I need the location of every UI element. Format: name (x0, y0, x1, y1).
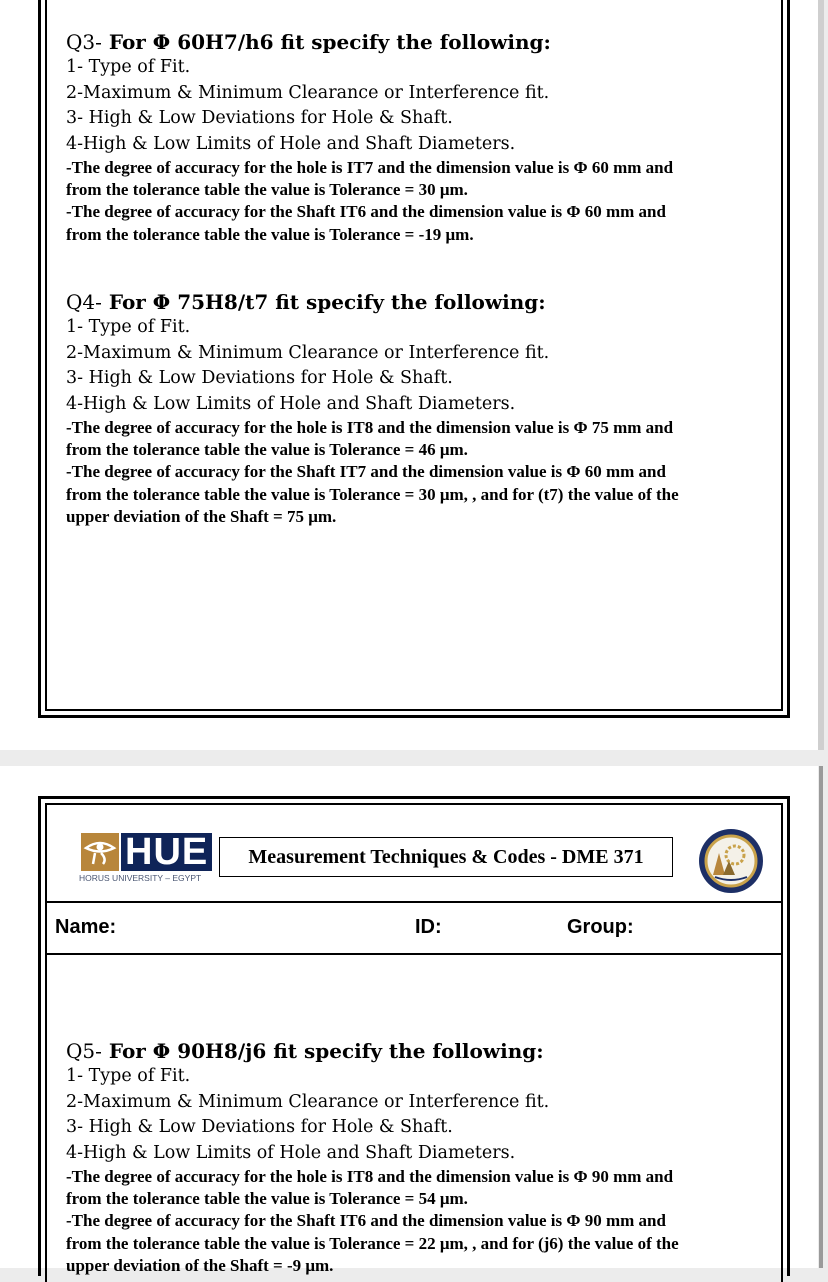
question-item: 1- Type of Fit. (66, 57, 191, 77)
question-text: For Φ 90H8/j6 fit specify the following: (108, 1039, 544, 1063)
question-note: from the tolerance table the value is Tolerance = 46 μm. (66, 440, 468, 460)
id-label: ID: (415, 916, 442, 938)
page-1-outer-border (38, 0, 790, 718)
question-item: 2-Maximum & Minimum Clearance or Interference fit. (66, 1091, 550, 1112)
question-item: 2-Maximum & Minimum Clearance or Interference fit. (66, 82, 550, 103)
page-scrollbar-thumb[interactable] (819, 766, 823, 1268)
question-note: from the tolerance table the value is Tolerance = 30 μm, , and for (t7) the value of the (66, 484, 679, 504)
question-q4 (66, 289, 775, 528)
question-note: -The degree of accuracy for the Shaft IT6 and the dimension value is Φ 90 mm and (66, 1211, 666, 1231)
question-q3 (66, 29, 775, 246)
question-number: Q3- (66, 30, 102, 54)
logo-wordmark: HUE (121, 833, 212, 871)
question-item: 1- Type of Fit. (66, 317, 191, 337)
question-item: 1- Type of Fit. (66, 1066, 191, 1086)
document-page-2 (0, 766, 818, 1275)
question-number: Q4- (66, 290, 102, 314)
question-note: from the tolerance table the value is Tolerance = -19 μm. (66, 224, 474, 244)
eye-of-horus-icon (81, 833, 119, 871)
question-text: For Φ 60H7/h6 fit specify the following: (108, 30, 551, 54)
question-note: from the tolerance table the value is Tolerance = 30 μm. (66, 180, 468, 200)
name-label: Name: (55, 916, 117, 938)
page-2-inner-border (45, 803, 783, 1282)
question-item: 4-High & Low Limits of Hole and Shaft Diameters. (66, 393, 516, 414)
question-number: Q5- (66, 1039, 102, 1063)
question-note: -The degree of accuracy for the Shaft IT7 and the dimension value is Φ 60 mm and (66, 462, 666, 482)
question-note: from the tolerance table the value is Tolerance = 54 μm. (66, 1189, 468, 1209)
page-2-outer-border (38, 796, 790, 1276)
question-item: 4-High & Low Limits of Hole and Shaft Diameters. (66, 1142, 516, 1163)
question-note: -The degree of accuracy for the Shaft IT6 and the dimension value is Φ 60 mm and (66, 202, 666, 222)
question-item: 3- High & Low Deviations for Hole & Shaft. (66, 368, 453, 388)
question-item: 2-Maximum & Minimum Clearance or Interference fit. (66, 342, 550, 363)
question-title (66, 1038, 775, 1064)
page-header (47, 805, 781, 901)
question-item: 3- High & Low Deviations for Hole & Shaft. (66, 108, 453, 128)
question-title (66, 29, 775, 55)
question-q5 (66, 1038, 775, 1277)
question-note: from the tolerance table the value is Tolerance = 22 μm, , and for (j6) the value of the (66, 1233, 679, 1253)
logo-subtitle: HORUS UNIVERSITY – EGYPT (79, 873, 202, 883)
group-label: Group: (567, 916, 634, 938)
question-note: upper deviation of the Shaft = -9 μm. (66, 1255, 334, 1275)
question-text: For Φ 75H8/t7 fit specify the following: (108, 290, 546, 314)
page-scrollbar-track[interactable] (818, 0, 824, 750)
question-note: -The degree of accuracy for the hole is IT8 and the dimension value is Φ 75 mm and (66, 418, 674, 437)
question-note: -The degree of accuracy for the hole is IT7 and the dimension value is Φ 60 mm and (66, 158, 674, 177)
question-title (66, 289, 775, 315)
faculty-seal-icon (697, 827, 765, 895)
course-title-box: Measurement Techniques & Codes - DME 371 (219, 837, 673, 877)
question-note: -The degree of accuracy for the hole is IT8 and the dimension value is Φ 90 mm and (66, 1167, 674, 1186)
question-item: 4-High & Low Limits of Hole and Shaft Diameters. (66, 133, 516, 154)
page-1-inner-border (45, 0, 783, 711)
question-note: upper deviation of the Shaft = 75 μm. (66, 506, 337, 526)
question-item: 3- High & Low Deviations for Hole & Shaft. (66, 1117, 453, 1137)
university-logo (81, 833, 213, 889)
student-info-row (47, 901, 781, 955)
